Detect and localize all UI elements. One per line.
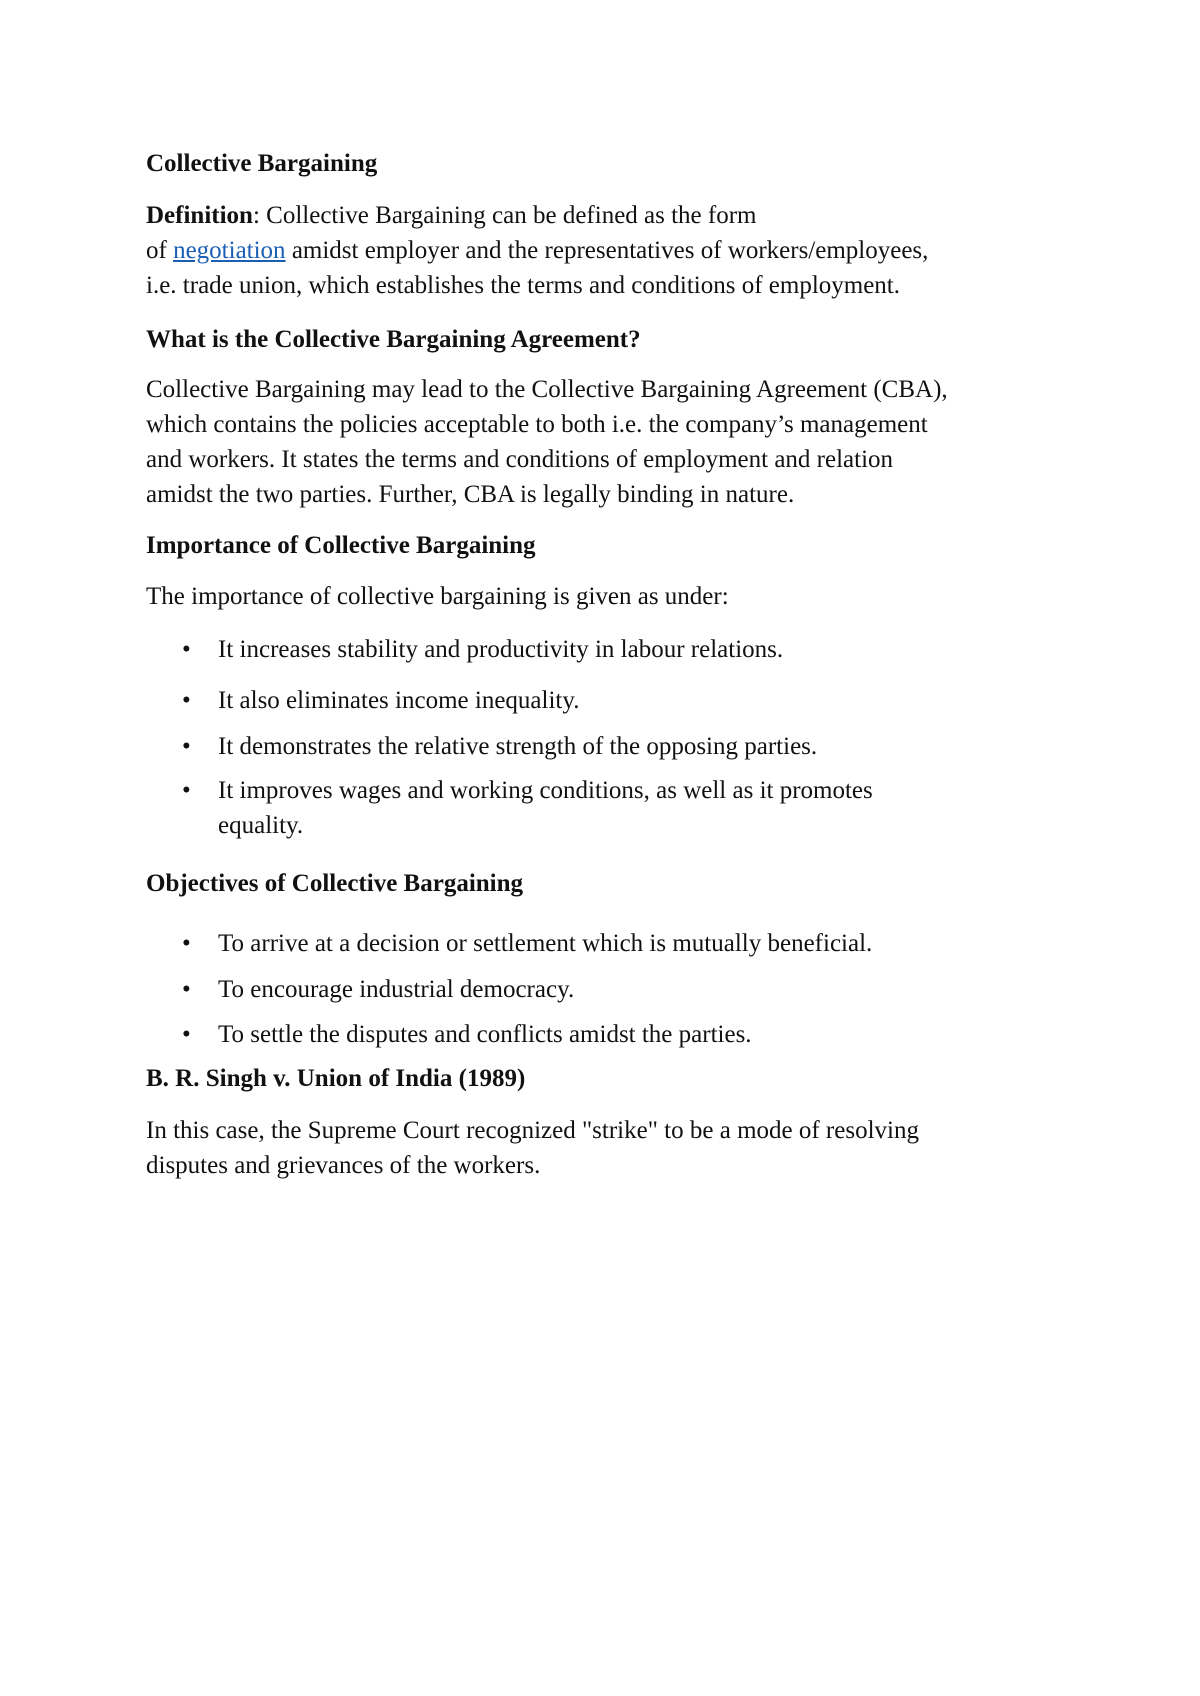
list-item-text: It increases stability and productivity in labour relations.: [218, 636, 784, 663]
case-paragraph: [146, 1113, 919, 1183]
bullet-icon: •: [182, 1021, 191, 1048]
definition-line-3: i.e. trade union, which establishes the terms and conditions of employment.: [146, 272, 901, 299]
cba-line-2: which contains the policies acceptable to both i.e. the company’s management: [146, 411, 928, 438]
definition-paragraph: [146, 198, 928, 303]
definition-text-1: Collective Bargaining can be defined as the form: [259, 202, 757, 229]
list-item-text: It also eliminates income inequality.: [218, 687, 580, 714]
cba-heading: What is the Collective Bargaining Agreement?: [146, 326, 641, 353]
bullet-icon: •: [182, 930, 191, 957]
list-item-text: It demonstrates the relative strength of the opposing parties.: [218, 733, 818, 760]
bullet-icon: •: [182, 687, 191, 714]
list-item-text: To encourage industrial democracy.: [218, 976, 575, 1003]
list-item: [146, 632, 1038, 667]
case-line-2: disputes and grievances of the workers.: [146, 1152, 541, 1179]
definition-text-2a: of: [146, 237, 174, 264]
bullet-icon: •: [182, 636, 191, 663]
list-item: [146, 972, 1038, 1007]
list-item: [146, 926, 1038, 961]
importance-intro: The importance of collective bargaining is given as under:: [146, 583, 729, 610]
definition-label: Definition: [146, 202, 253, 229]
bullet-icon: •: [182, 777, 191, 804]
definition-line-2: [146, 233, 928, 268]
list-item-text: To arrive at a decision or settlement which is mutually beneficial.: [218, 930, 873, 957]
list-item: [146, 683, 1038, 718]
list-item-text: To settle the disputes and conflicts amidst the parties.: [218, 1021, 752, 1048]
cba-line-1: Collective Bargaining may lead to the Collective Bargaining Agreement (CBA),: [146, 376, 948, 403]
definition-colon: :: [252, 202, 260, 229]
cba-paragraph: [146, 372, 948, 512]
list-item: [146, 1017, 1038, 1052]
cba-line-3: and workers. It states the terms and conditions of employment and relation: [146, 446, 894, 473]
bullet-icon: •: [182, 733, 191, 760]
negotiation-link[interactable]: negotiation: [173, 237, 286, 264]
bullet-icon: •: [182, 976, 191, 1003]
case-heading: B. R. Singh v. Union of India (1989): [146, 1065, 526, 1092]
objectives-heading: Objectives of Collective Bargaining: [146, 870, 524, 897]
cba-line-4: amidst the two parties. Further, CBA is legally binding in nature.: [146, 481, 795, 508]
case-line-1: In this case, the Supreme Court recognized "strike" to be a mode of resolving: [146, 1117, 919, 1144]
list-item: [146, 773, 948, 843]
list-item-text: It improves wages and working conditions, as well as it promotes equality.: [218, 777, 873, 839]
page-title: Collective Bargaining: [146, 150, 378, 177]
list-item: [146, 729, 1038, 764]
definition-line-1: [146, 198, 928, 233]
definition-text-2b: amidst employer and the representatives of workers/employees,: [285, 237, 929, 264]
importance-heading: Importance of Collective Bargaining: [146, 532, 536, 559]
